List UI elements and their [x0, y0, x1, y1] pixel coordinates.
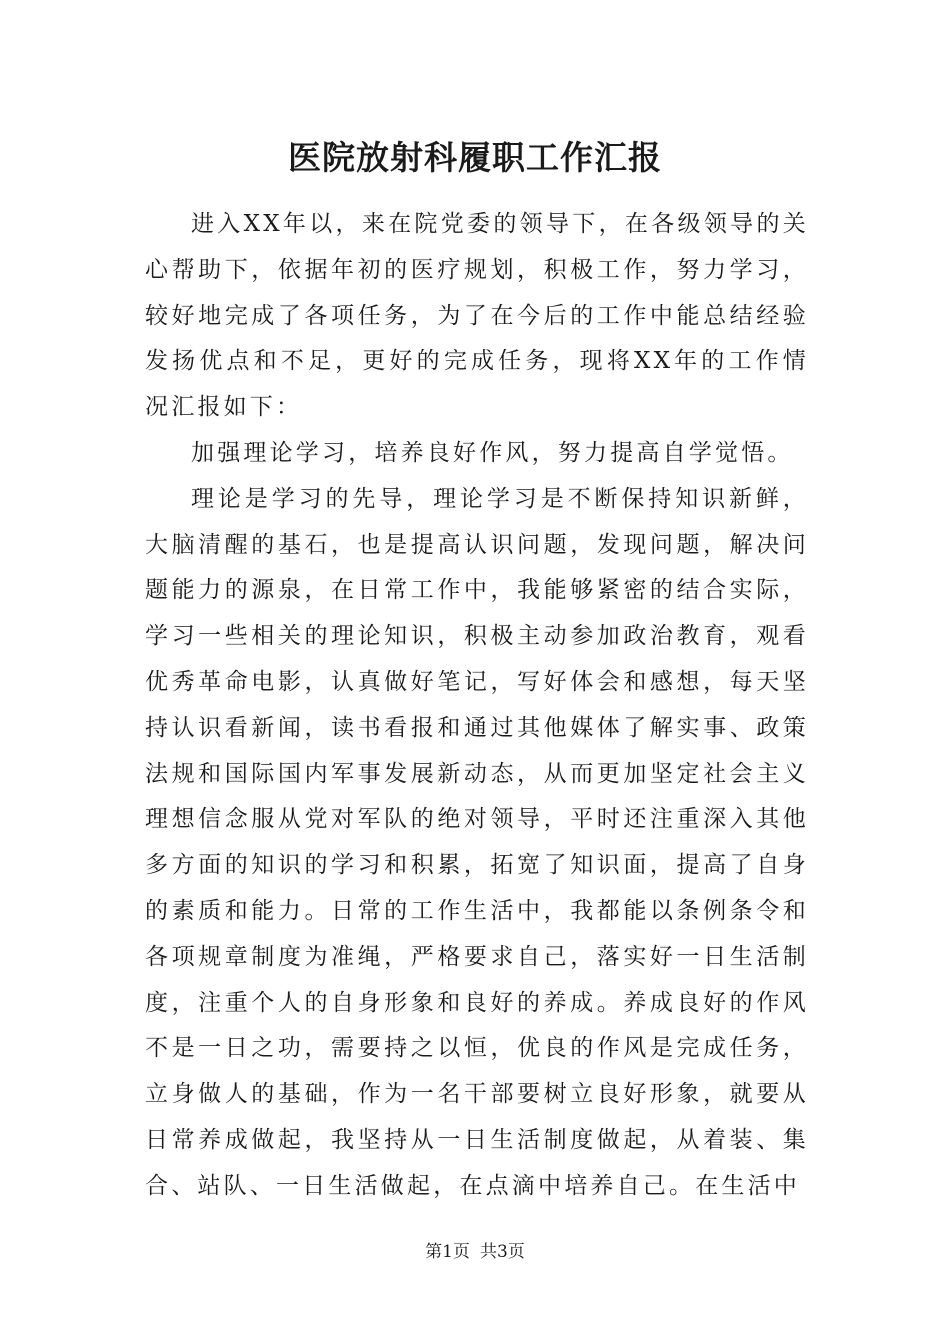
page-total: 共3页 — [480, 1242, 525, 1262]
paragraph-heading-theory: 加强理论学习，培养良好作风，努力提高自学觉悟。 — [191, 439, 794, 466]
page-number: 第1页 — [425, 1242, 470, 1262]
document-title: 医院放射科履职工作汇报 — [288, 138, 662, 177]
document-body — [145, 202, 809, 1210]
page-footer — [0, 1240, 950, 1264]
paragraph-theory-study: 理论是学习的先导，理论学习是不断保持知识新鲜，大脑清醒的基石，也是提高认识问题，发现问题，解决问题能力的源泉，在日常工作中，我能够紧密的结合实际，学习一些相关的理论知识，积极主动参加政治教育，观看优秀革命电影，认真做好笔记，写好体会和感想，每天坚持认识看新闻，读书看报和通过其他媒体了解实事、政策法规和国际国内军事发展新动态，从而更加坚定社会主义理想信念服从党对军队的绝对领导，平时还注重深入其他多方面的知识的学习和积累，拓宽了知识面，提高了自身的素质和能力。日常的工作生活中，我都能以条例条令和各项规章制度为准绳，严格要求自己，落实好一日生活制度，注重个人的自身形象和良好的养成。养成良好的作风不是一日之功，需要持之以恒，优良的作风是完成任务，立身做人的基础，作为一名干部要树立良好形象，就要从日常养成做起，我坚持从一日生活制度做起，从着装、集合、站队、一日生活做起，在点滴中培养自己。在生活中 — [145, 485, 809, 1199]
paragraph-intro: 进入XX年以，来在院党委的领导下，在各级领导的关心帮助下，依据年初的医疗规划，积极工作，努力学习，较好地完成了各项任务，为了在今后的工作中能总结经验发扬优点和不足，更好的完成任务，现将XX年的工作情况汇报如下： — [145, 211, 809, 421]
